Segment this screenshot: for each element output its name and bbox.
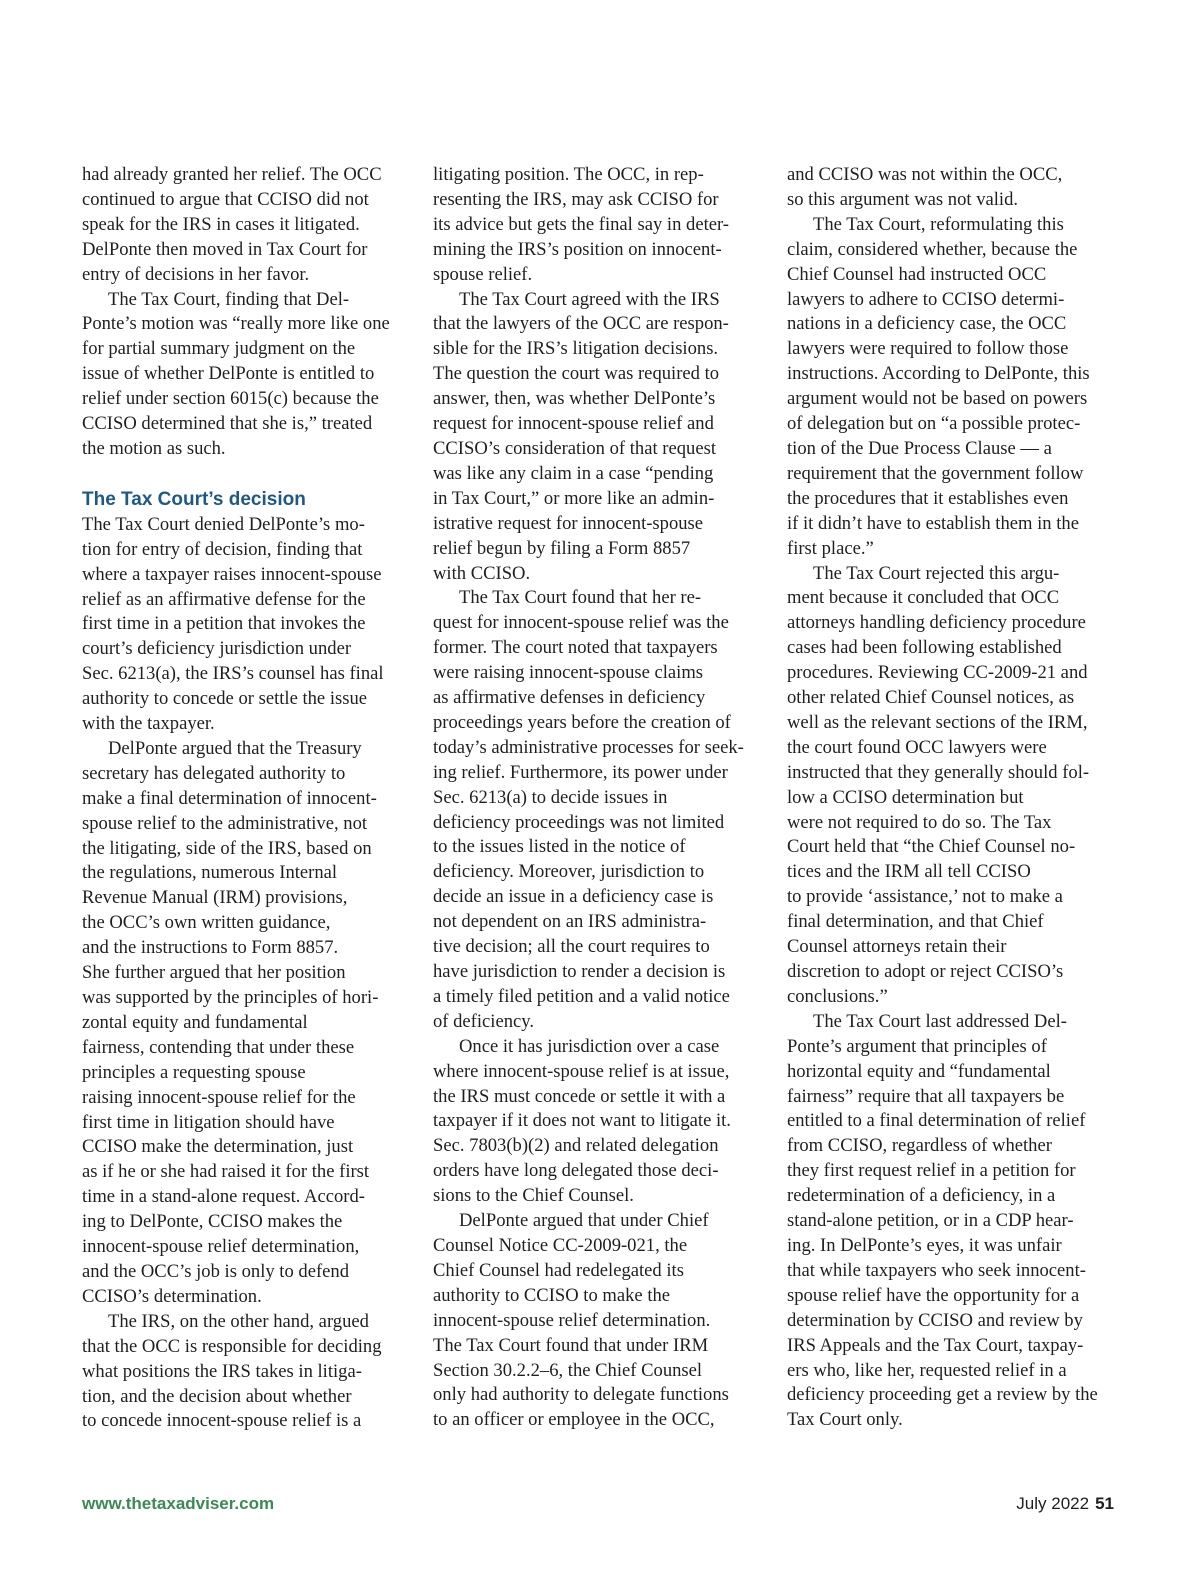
text-line: deficiency proceedings was not limited (433, 811, 725, 833)
text-line: a timely filed petition and a valid notice (433, 985, 730, 1007)
text-line: to concede innocent-spouse relief is a (82, 1410, 362, 1432)
text-line: first time in litigation should have (82, 1111, 335, 1133)
text-line: were raising innocent-spouse claims (433, 662, 704, 684)
text-line: that the OCC is responsible for deciding (82, 1335, 382, 1357)
text-line: of delegation but on “a possible protec- (787, 413, 1081, 435)
text-line: relief begun by filing a Form 8857 (433, 537, 691, 559)
text-line: proceedings years before the creation of (433, 711, 731, 733)
text-line: The Tax Court found that under IRM (433, 1334, 709, 1356)
text-line: spouse relief. (433, 263, 533, 285)
text-line: Sec. 6213(a), the IRS’s counsel has final (82, 663, 384, 685)
text-line: Sec. 7803(b)(2) and related delegation (433, 1135, 719, 1157)
text-line: former. The court noted that taxpayers (433, 637, 718, 659)
text-line: with the taxpayer. (82, 713, 215, 735)
text-line: entry of decisions in her favor. (82, 263, 310, 285)
paragraph (82, 1310, 414, 1435)
text-line: entitled to a final determination of relief (787, 1110, 1086, 1132)
text-line: DelPonte then moved in Tax Court for (82, 238, 368, 260)
text-line: Chief Counsel had redelegated its (433, 1259, 684, 1281)
text-line: they first request relief in a petition for (787, 1160, 1076, 1182)
text-line: make a final determination of innocent- (82, 787, 377, 809)
text-line: The Tax Court denied DelPonte’s mo- (82, 513, 365, 535)
text-line: relief as an affirmative defense for the (82, 588, 366, 610)
text-line: that while taxpayers who seek innocent- (787, 1259, 1086, 1281)
text-line: of deficiency. (433, 1010, 535, 1032)
text-line: fairness” require that all taxpayers be (787, 1085, 1065, 1107)
text-line: determination by CCISO and review by (787, 1309, 1083, 1331)
text-line: only had authority to delegate functions (433, 1384, 729, 1406)
text-line: in Tax Court,” or more like an admin- (433, 487, 715, 509)
text-line: Ponte’s motion was “really more like one (82, 313, 390, 335)
paragraph (82, 513, 414, 737)
text-line: ing relief. Furthermore, its power under (433, 761, 728, 783)
text-line: CCISO make the determination, just (82, 1136, 354, 1158)
text-line: was supported by the principles of hori- (82, 987, 379, 1008)
text-line: The Tax Court, finding that Del- (108, 288, 350, 310)
text-line: where innocent-spouse relief is at issue, (433, 1060, 730, 1082)
text-line: authority to CCISO to make the (433, 1284, 671, 1306)
text-line: quest for innocent-spouse relief was the (433, 612, 729, 634)
text-line: speak for the IRS in cases it litigated. (82, 213, 360, 235)
text-line: instructions. According to DelPonte, this (787, 363, 1090, 385)
text-line: and the OCC’s job is only to defend (82, 1260, 350, 1282)
text-line: The Tax Court agreed with the IRS (459, 288, 720, 310)
paragraph (433, 1209, 767, 1433)
text-line: Revenue Manual (IRM) provisions, (82, 887, 348, 909)
footer-website-url[interactable]: www.thetaxadviser.com (82, 1494, 275, 1513)
text-line: where a taxpayer raises innocent-spouse (82, 563, 382, 585)
text-line: resenting the IRS, may ask CCISO for (433, 188, 719, 210)
text-line: taxpayer if it does not want to litigate it. (433, 1110, 731, 1132)
footer-issue-date: July 2022 (1016, 1494, 1090, 1513)
text-line: sions to the Chief Counsel. (433, 1185, 634, 1207)
text-line: were not required to do so. The Tax (787, 811, 1052, 833)
text-line: Ponte’s argument that principles of (787, 1035, 1047, 1057)
text-line: the OCC’s own written guidance, (82, 912, 331, 934)
text-line: well as the relevant sections of the IRM, (787, 711, 1088, 733)
text-line: The Tax Court found that her re- (459, 587, 702, 609)
text-line: and the instructions to Form 8857. (82, 937, 339, 959)
text-line: relief under section 6015(c) because the (82, 388, 379, 410)
text-line: argument would not be based on powers (787, 388, 1088, 410)
section-heading: The Tax Court’s decision (82, 488, 306, 510)
text-line: so this argument was not valid. (787, 188, 1019, 210)
text-line: today’s administrative processes for seek- (433, 736, 744, 758)
text-line: IRS Appeals and the Tax Court, taxpay- (787, 1334, 1084, 1356)
text-line: She further argued that her position (82, 962, 346, 984)
text-line: time in a stand-alone request. Accord- (82, 1186, 365, 1208)
text-line: Once it has jurisdiction over a case (459, 1035, 720, 1057)
paragraph (433, 586, 767, 1034)
paragraph (82, 737, 414, 1310)
paragraph (787, 213, 1121, 562)
text-line: tive decision; all the court requires to (433, 936, 710, 958)
text-line: that the lawyers of the OCC are respon- (433, 313, 729, 335)
text-line: court’s deficiency jurisdiction under (82, 638, 352, 660)
text-line: issue of whether DelPonte is entitled to (82, 363, 375, 385)
text-line: first place.” (787, 537, 874, 559)
text-line: procedures. Reviewing CC-2009-21 and (787, 662, 1088, 684)
text-line: tices and the IRM all tell CCISO (787, 861, 1031, 883)
text-line: nations in a deficiency case, the OCC (787, 313, 1067, 335)
text-line: other related Chief Counsel notices, as (787, 687, 1075, 709)
text-line: answer, then, was whether DelPonte’s (433, 388, 716, 410)
text-line: ers who, like her, requested relief in a (787, 1359, 1067, 1381)
text-line: for partial summary judgment on the (82, 338, 356, 360)
text-line: sible for the IRS’s litigation decisions. (433, 338, 719, 360)
text-line: spouse relief have the opportunity for a (787, 1284, 1080, 1306)
text-line: its advice but gets the final say in deter- (433, 213, 730, 235)
text-line: deficiency proceeding get a review by the (787, 1384, 1098, 1406)
text-line: orders have long delegated those deci- (433, 1160, 719, 1182)
text-line: stand-alone petition, or in a CDP hear- (787, 1210, 1074, 1232)
text-line: if it didn’t have to establish them in the (787, 512, 1079, 534)
text-line: redetermination of a deficiency, in a (787, 1185, 1056, 1207)
paragraph (433, 1035, 767, 1209)
text-line: the IRS must concede or settle it with a (433, 1085, 726, 1107)
page-number: 51 (1095, 1494, 1114, 1513)
text-line: the procedures that it establishes even (787, 487, 1069, 509)
text-line: The IRS, on the other hand, argued (108, 1310, 369, 1332)
text-line: ing to DelPonte, CCISO makes the (82, 1211, 343, 1233)
text-line: continued to argue that CCISO did not (82, 188, 369, 210)
text-line: litigating position. The OCC, in rep- (433, 164, 704, 185)
paragraph (787, 1010, 1121, 1433)
text-line: Counsel attorneys retain their (787, 936, 1007, 958)
text-line: Court held that “the Chief Counsel no- (787, 836, 1076, 858)
text-line: Sec. 6213(a) to decide issues in (433, 786, 668, 808)
text-line: discretion to adopt or reject CCISO’s (787, 961, 1064, 982)
text-line: with CCISO. (433, 562, 531, 584)
text-line: mining the IRS’s position on innocent- (433, 238, 722, 260)
text-line: Chief Counsel had instructed OCC (787, 263, 1047, 285)
text-line: from CCISO, regardless of whether (787, 1135, 1052, 1157)
text-line: innocent-spouse relief determination, (82, 1236, 360, 1258)
paragraph (787, 562, 1121, 1010)
text-line: raising innocent-spouse relief for the (82, 1086, 356, 1108)
text-line: lawyers were required to follow those (787, 338, 1069, 360)
text-line: fairness, contending that under these (82, 1036, 355, 1058)
text-line: not dependent on an IRS administra- (433, 911, 707, 933)
text-line: attorneys handling deficiency procedure (787, 612, 1086, 634)
text-line: requirement that the government follow (787, 462, 1084, 484)
text-line: as if he or she had raised it for the first (82, 1161, 370, 1183)
text-line: CCISO determined that she is,” treated (82, 413, 373, 435)
text-line: deficiency. Moreover, jurisdiction to (433, 861, 705, 883)
text-line: secretary has delegated authority to (82, 762, 346, 784)
text-line: Section 30.2.2–6, the Chief Counsel (433, 1359, 703, 1381)
text-line: the regulations, numerous Internal (82, 862, 338, 884)
text-line: to the issues listed in the notice of (433, 836, 686, 858)
text-line: the litigating, side of the IRS, based on (82, 837, 372, 859)
text-line: first time in a petition that invokes the (82, 613, 366, 635)
article-column-1 (82, 163, 414, 1434)
text-line: claim, considered whether, because the (787, 238, 1078, 260)
paragraph (433, 288, 767, 587)
text-line: was like any claim in a case “pending (433, 462, 714, 484)
text-line: the court found OCC lawyers were (787, 736, 1047, 758)
text-line: The Tax Court last addressed Del- (813, 1010, 1067, 1032)
text-line: innocent-spouse relief determination. (433, 1309, 711, 1331)
article-column-3 (787, 163, 1121, 1433)
text-line: istrative request for innocent-spouse (433, 512, 704, 534)
text-line: the motion as such. (82, 437, 226, 459)
text-line: zontal equity and fundamental (82, 1011, 308, 1033)
text-line: low a CCISO determination but (787, 786, 1024, 808)
text-line: CCISO’s determination. (82, 1285, 262, 1307)
text-line: ing. In DelPonte’s eyes, it was unfair (787, 1234, 1062, 1256)
text-line: ment because it concluded that OCC (787, 587, 1060, 609)
text-line: had already granted her relief. The OCC (82, 164, 382, 185)
text-line: The Tax Court, reformulating this (813, 213, 1064, 235)
text-line: The Tax Court rejected this argu- (813, 562, 1060, 584)
text-line: decide an issue in a deficiency case is (433, 886, 714, 908)
text-line: tion for entry of decision, finding that (82, 538, 363, 560)
text-line: and CCISO was not within the OCC, (787, 164, 1063, 185)
text-line: The question the court was required to (433, 363, 720, 385)
paragraph (433, 163, 767, 288)
text-line: have jurisdiction to render a decision is (433, 961, 726, 982)
text-line: authority to concede or settle the issue (82, 688, 368, 710)
text-line: request for innocent-spouse relief and (433, 413, 714, 435)
text-line: Counsel Notice CC-2009-021, the (433, 1234, 688, 1256)
text-line: DelPonte argued that the Treasury (108, 737, 362, 759)
text-line: conclusions.” (787, 985, 888, 1007)
text-line: what positions the IRS takes in litiga- (82, 1360, 362, 1382)
text-line: horizontal equity and “fundamental (787, 1060, 1051, 1082)
text-line: principles a requesting spouse (82, 1061, 306, 1083)
paragraph (82, 163, 414, 288)
text-line: spouse relief to the administrative, not (82, 812, 368, 834)
text-line: Tax Court only. (787, 1409, 903, 1431)
text-line: lawyers to adhere to CCISO determi- (787, 288, 1065, 310)
paragraph (82, 288, 414, 462)
footer-issue-info (1016, 1494, 1114, 1514)
text-line: to provide ‘assistance,’ not to make a (787, 886, 1063, 908)
text-line: tion of the Due Process Clause — a (787, 437, 1052, 459)
text-line: DelPonte argued that under Chief (459, 1210, 709, 1232)
text-line: tion, and the decision about whether (82, 1385, 352, 1407)
paragraph (787, 163, 1121, 213)
text-line: final determination, and that Chief (787, 911, 1044, 933)
text-line: instructed that they generally should fol- (787, 761, 1090, 783)
text-line: CCISO’s consideration of that request (433, 437, 716, 459)
article-column-2 (433, 163, 767, 1433)
text-line: to an officer or employee in the OCC, (433, 1409, 715, 1431)
text-line: cases had been following established (787, 637, 1062, 659)
text-line: as affirmative defenses in deficiency (433, 687, 706, 709)
